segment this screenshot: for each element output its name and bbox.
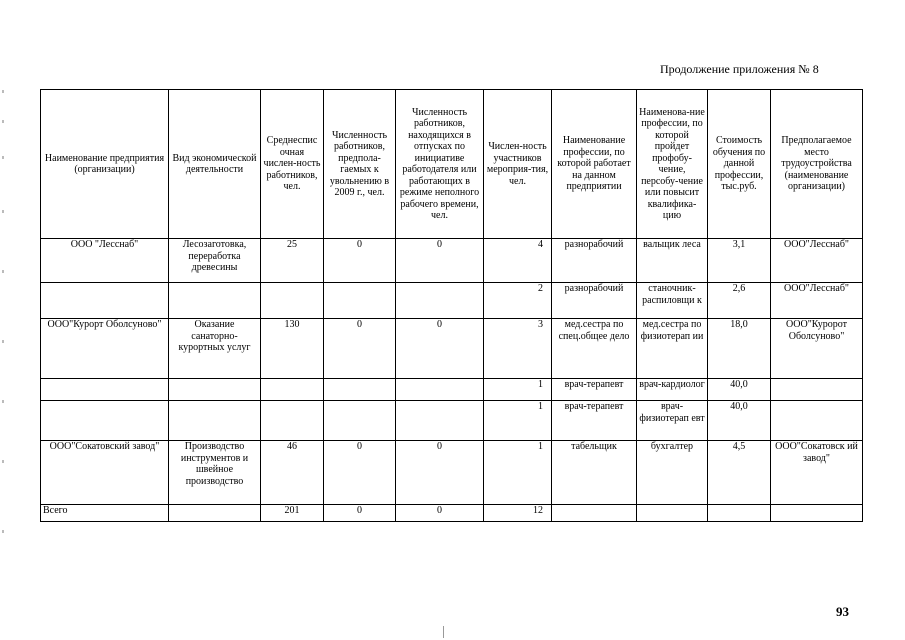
- cell-avg: [261, 283, 324, 319]
- cell-activity: [169, 505, 261, 522]
- table-row: [41, 379, 863, 401]
- cell-participants: 4: [484, 239, 552, 283]
- cell-org: Всего: [41, 505, 169, 522]
- col-header-prof-now: Наименование профессии, по которой работает на данном предприятии: [552, 90, 637, 239]
- cell-cost: 40,0: [708, 379, 771, 401]
- total-row: [41, 505, 863, 522]
- cell-participants: 1: [484, 379, 552, 401]
- cell-participants: 3: [484, 319, 552, 379]
- cell-cost: 40,0: [708, 401, 771, 441]
- employment-table: [40, 89, 863, 522]
- col-header-avg: Среднеспис очная числен-ность работников, чел.: [261, 90, 324, 239]
- cell-participants: 12: [484, 505, 552, 522]
- cell-avg: 25: [261, 239, 324, 283]
- col-header-prof-train: Наименова-ние профессии, по которой пройдет профобу-чение, персобу-чение или повысит квалифика-цию: [637, 90, 708, 239]
- cell-prof_train: станочник-распиловщи к: [637, 283, 708, 319]
- cell-cost: 2,6: [708, 283, 771, 319]
- cell-participants: 1: [484, 441, 552, 505]
- col-header-place: Предполагаемое место трудоустройства (наименование организации): [771, 90, 863, 239]
- cell-place: ООО"Лесснаб": [771, 283, 863, 319]
- cell-org: [41, 379, 169, 401]
- cell-activity: Лесозаготовка, переработка древесины: [169, 239, 261, 283]
- cell-prof_train: врач-физиотерап евт: [637, 401, 708, 441]
- cell-dismiss: [324, 379, 396, 401]
- cell-activity: Оказание санаторно-курортных услуг: [169, 319, 261, 379]
- cell-cost: 3,1: [708, 239, 771, 283]
- cell-place: ООО"Куророт Оболсуново": [771, 319, 863, 379]
- cell-participants: 1: [484, 401, 552, 441]
- cell-prof_train: врач-кардиолог: [637, 379, 708, 401]
- cell-avg: 46: [261, 441, 324, 505]
- cell-org: ООО"Сокатовский завод": [41, 441, 169, 505]
- cell-prof_now: мед.сестра по спец.общее дело: [552, 319, 637, 379]
- cell-avg: 130: [261, 319, 324, 379]
- cell-activity: Производство инструментов и швейное производство: [169, 441, 261, 505]
- table-row: [41, 319, 863, 379]
- col-header-participants: Числен-ность участников мероприя-тия, чел.: [484, 90, 552, 239]
- cell-avg: 201: [261, 505, 324, 522]
- cell-dismiss: 0: [324, 239, 396, 283]
- cell-prof_now: разнорабочий: [552, 239, 637, 283]
- table-row: [41, 283, 863, 319]
- cell-org: ООО"Курорт Оболсуново": [41, 319, 169, 379]
- cell-dismiss: [324, 401, 396, 441]
- cell-place: ООО"Сокатовск ий завод": [771, 441, 863, 505]
- table-row: [41, 401, 863, 441]
- col-header-activity: Вид экономической деятельности: [169, 90, 261, 239]
- cell-prof_now: врач-терапевт: [552, 401, 637, 441]
- cell-prof_train: вальщик леса: [637, 239, 708, 283]
- page-number: 93: [836, 604, 849, 619]
- cell-cost: [708, 505, 771, 522]
- appendix-continuation-note: Продолжение приложения № 8: [660, 62, 819, 76]
- cell-org: ООО "Лесснаб": [41, 239, 169, 283]
- table-header-row: [41, 90, 863, 239]
- col-header-dismiss: Численность работников, предпола-гаемых к увольнению в 2009 г., чел.: [324, 90, 396, 239]
- cell-prof_now: табельщик: [552, 441, 637, 505]
- cell-org: [41, 283, 169, 319]
- cell-avg: [261, 379, 324, 401]
- cell-leave: [396, 401, 484, 441]
- cell-place: [771, 379, 863, 401]
- col-header-leave: Численность работников, находящихся в отпусках по инициативе работодателя или работающих в режиме неполного рабочего времени, чел.: [396, 90, 484, 239]
- cell-activity: [169, 401, 261, 441]
- cell-prof_now: разнорабочий: [552, 283, 637, 319]
- cell-leave: [396, 283, 484, 319]
- cell-activity: [169, 379, 261, 401]
- cell-cost: 4,5: [708, 441, 771, 505]
- table-row: [41, 239, 863, 283]
- cell-dismiss: 0: [324, 319, 396, 379]
- cell-activity: [169, 283, 261, 319]
- cell-dismiss: 0: [324, 441, 396, 505]
- cell-place: [771, 505, 863, 522]
- cell-prof_train: мед.сестра по физиотерап ии: [637, 319, 708, 379]
- cell-prof_now: врач-терапевт: [552, 379, 637, 401]
- cell-cost: 18,0: [708, 319, 771, 379]
- cell-prof_train: бухгалтер: [637, 441, 708, 505]
- col-header-org: Наименование предприятия (организации): [41, 90, 169, 239]
- cell-leave: 0: [396, 239, 484, 283]
- cell-participants: 2: [484, 283, 552, 319]
- table-row: [41, 441, 863, 505]
- cell-leave: 0: [396, 319, 484, 379]
- cell-avg: [261, 401, 324, 441]
- cell-prof_now: [552, 505, 637, 522]
- cell-prof_train: [637, 505, 708, 522]
- cell-org: [41, 401, 169, 441]
- cell-leave: 0: [396, 505, 484, 522]
- cell-place: ООО"Лесснаб": [771, 239, 863, 283]
- cell-leave: 0: [396, 441, 484, 505]
- cell-dismiss: [324, 283, 396, 319]
- scan-tick-mark: [443, 626, 444, 638]
- scan-edge-marks: [0, 60, 6, 580]
- cell-leave: [396, 379, 484, 401]
- cell-dismiss: 0: [324, 505, 396, 522]
- col-header-cost: Стоимость обучения по данной профессии, тыс.руб.: [708, 90, 771, 239]
- cell-place: [771, 401, 863, 441]
